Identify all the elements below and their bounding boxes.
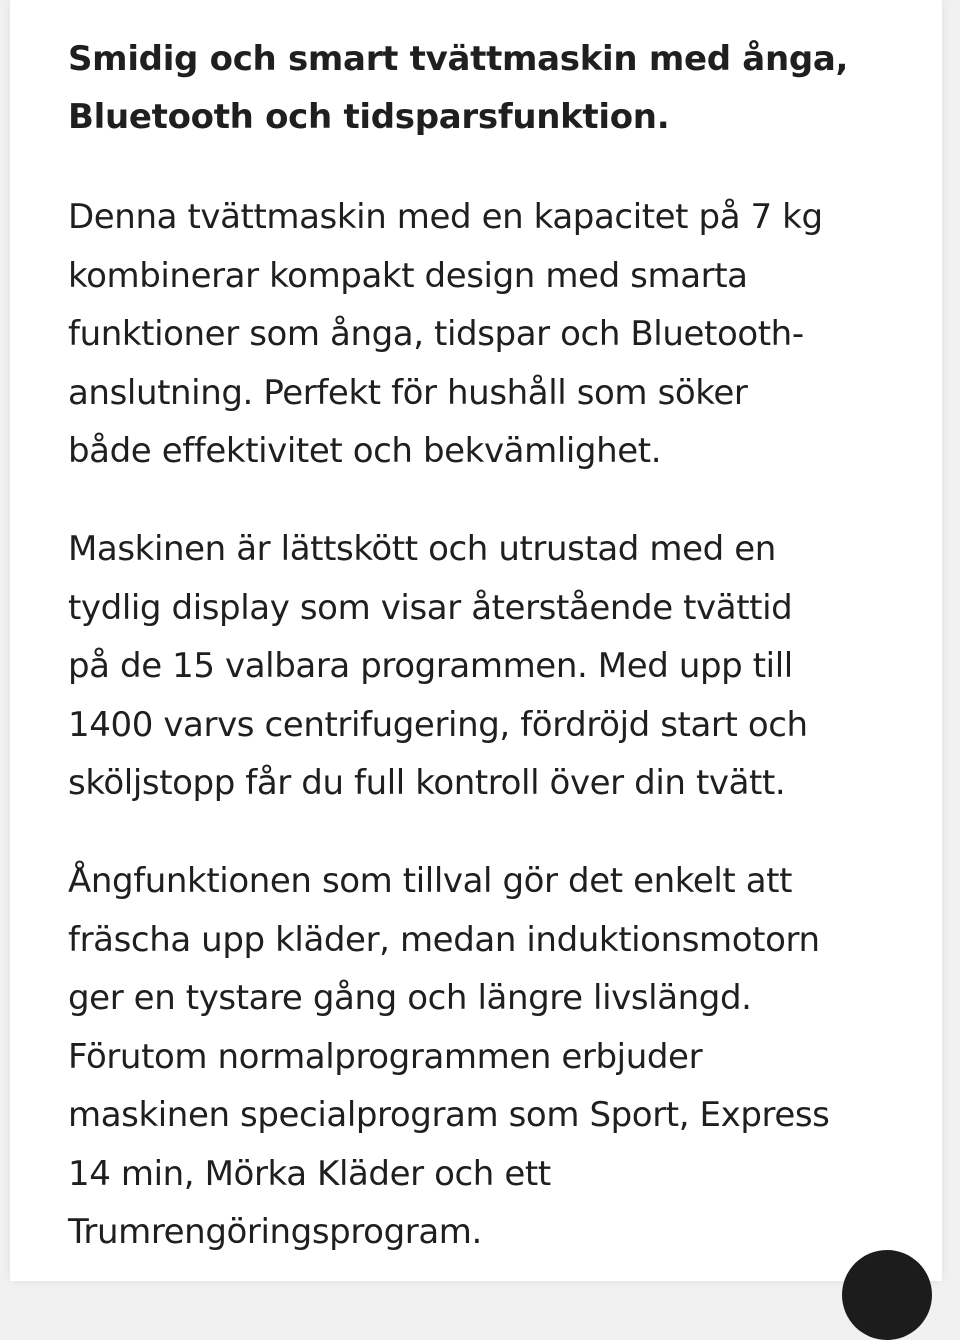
text-line: Maskinen är lättskött och utrustad med en [68, 529, 776, 569]
heading-line: Bluetooth och tidsparsfunktion. [68, 97, 670, 137]
text-line: fräscha upp kläder, medan induktionsmotorn [68, 919, 820, 960]
text-line: Trumrengöringsprogram. [68, 1212, 482, 1252]
text-line: kombinerar kompakt design med smarta [68, 255, 748, 296]
text-line: på de 15 valbara programmen. Med upp till [68, 646, 793, 686]
product-description-card [10, 0, 942, 1281]
text-line: både effektivitet och bekvämlighet. [68, 431, 662, 471]
text-line: maskinen specialprogram som Sport, Express [68, 1095, 830, 1135]
text-line: Ångfunktionen som tillval gör det enkelt att [68, 861, 793, 901]
text-line: 1400 varvs centrifugering, fördröjd start och [68, 704, 808, 745]
text-line: 14 min, Mörka Kläder och ett [68, 1153, 551, 1194]
text-line: anslutning. Perfekt för hushåll som söker [68, 372, 748, 413]
text-line: Denna tvättmaskin med en kapacitet på 7 kg [68, 197, 823, 237]
text-line: tydlig display som visar återstående tvättid [68, 587, 793, 628]
paragraph-display [68, 520, 898, 813]
paragraph-steam [68, 852, 898, 1262]
text-line: funktioner som ånga, tidspar och Bluetooth- [68, 314, 804, 354]
description-heading [68, 30, 898, 146]
paragraph-capacity [68, 188, 898, 481]
floating-action-button[interactable] [842, 1250, 932, 1340]
heading-line: Smidig och smart tvättmaskin med ånga, [68, 39, 849, 79]
text-line: sköljstopp får du full kontroll över din tvätt. [68, 763, 786, 803]
text-line: Förutom normalprogrammen erbjuder [68, 1036, 703, 1077]
text-line: ger en tystare gång och längre livslängd. [68, 978, 752, 1018]
